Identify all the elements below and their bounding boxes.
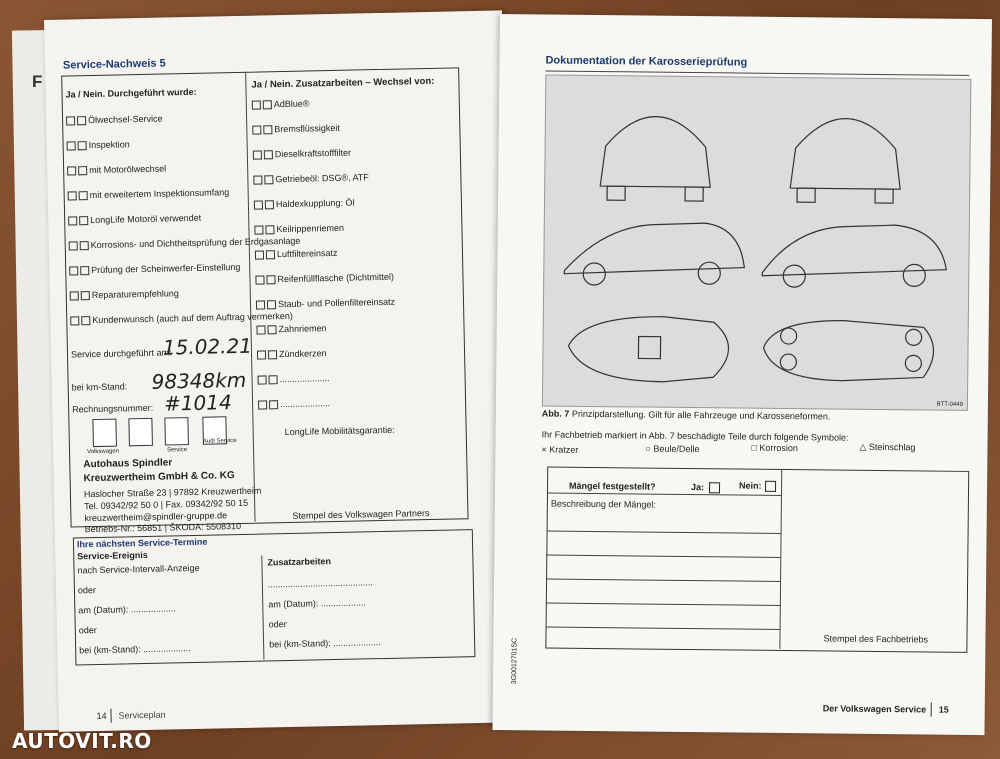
- stamp-brand-audi: Audi Service: [202, 438, 237, 445]
- right-item-yes-checkbox[interactable]: [252, 101, 261, 110]
- underbody-view-car: [763, 320, 934, 382]
- left-item-no-checkbox[interactable]: [79, 216, 88, 225]
- right-item-no-checkbox[interactable]: [265, 225, 274, 234]
- right-item-0: [252, 98, 310, 109]
- nein-label: Nein:: [739, 480, 762, 491]
- right-item-label: Luftfiltereinsatz: [276, 247, 338, 260]
- left-column-header: Ja / Nein. Durchgeführt wurde:: [65, 86, 197, 100]
- figure-caption-label: Abb. 7: [541, 408, 570, 419]
- left-item-yes-checkbox[interactable]: [67, 166, 76, 175]
- left-item-no-checkbox[interactable]: [78, 166, 87, 175]
- next-service-title: Ihre nächsten Service-Termine: [76, 536, 208, 550]
- service-date-label: Service durchgeführt am:: [70, 347, 172, 360]
- left-item-label: mit Motorölwechsel: [89, 163, 167, 176]
- right-item-12: [258, 398, 330, 410]
- right-page-body-inspection: [493, 14, 992, 735]
- left-item-no-checkbox[interactable]: [80, 241, 89, 250]
- left-item-yes-checkbox[interactable]: [70, 291, 79, 300]
- right-item-label: Reifenfüllflasche (Dichtmittel): [277, 271, 395, 285]
- right-item-label: AdBlue®: [273, 98, 310, 110]
- right-item-label: Zahnriemen: [278, 323, 327, 335]
- right-column-header: Ja / Nein. Zusatzarbeiten – Wechsel von:: [251, 75, 435, 91]
- right-item-no-checkbox[interactable]: [268, 350, 277, 359]
- left-item-label: mit erweitertem Inspektionsumfang: [89, 187, 230, 201]
- left-page-title: Service-Nachweis 5: [62, 57, 166, 72]
- symbol-kratzer: Kratzer: [549, 444, 579, 455]
- service-date-value: 15.02.21: [162, 333, 253, 360]
- right-item-label: Staub- und Pollenfiltereinsatz: [277, 296, 396, 310]
- right-item-5: [254, 223, 344, 235]
- left-item-yes-checkbox[interactable]: [68, 216, 77, 225]
- km-value: 98348km: [151, 367, 247, 394]
- right-item-label: Getriebeöl: DSG®, ATF: [275, 172, 369, 185]
- next-row-3: [79, 625, 97, 635]
- kratzer-symbol: ×: [541, 444, 547, 455]
- stamp-address: Haslocher Straße 23 | 97892 Kreuzwertheim: [83, 485, 262, 500]
- right-item-yes-checkbox[interactable]: [257, 351, 266, 360]
- right-item-label: Bremsflüssigkeit: [274, 122, 340, 135]
- beule-symbol: ○: [645, 443, 651, 454]
- defects-description-label: Beschreibung der Mängel:: [550, 498, 657, 510]
- left-item-label: Reparaturempfehlung: [91, 288, 179, 301]
- right-item-yes-checkbox[interactable]: [253, 176, 262, 185]
- left-item-yes-checkbox[interactable]: [66, 116, 75, 125]
- car-diagram-figure: [542, 74, 971, 410]
- right-item-yes-checkbox[interactable]: [256, 326, 265, 335]
- right-item-11: [257, 373, 329, 385]
- longlife-label: LongLife Mobilitätsgarantie:: [284, 424, 395, 438]
- left-side-car: [564, 222, 745, 276]
- front-view-car: [790, 118, 901, 189]
- right-item-no-checkbox[interactable]: [267, 325, 276, 334]
- left-item-label: Prüfung der Scheinwerfer-Einstellung: [91, 261, 241, 276]
- left-item-0: [66, 114, 163, 126]
- next-row-label: bei (km-Stand): ...................: [79, 643, 191, 656]
- invoice-label: Rechnungsnummer:: [72, 402, 154, 415]
- right-item-yes-checkbox[interactable]: [256, 301, 265, 310]
- right-item-1: [252, 123, 340, 135]
- next-right-row-label: bei (km-Stand): ...................: [269, 637, 381, 650]
- right-item-no-checkbox[interactable]: [264, 175, 273, 184]
- marking-instructions: Ihr Fachbetrieb markiert in Abb. 7 beschädigte Teile durch folgende Symbole:: [541, 429, 849, 443]
- next-row-2: [78, 603, 176, 615]
- left-item-no-checkbox[interactable]: [80, 266, 89, 275]
- right-item-10: [257, 348, 327, 360]
- right-item-no-checkbox[interactable]: [268, 375, 277, 384]
- next-row-label: oder: [77, 585, 97, 596]
- right-item-2: [253, 148, 351, 160]
- right-item-label: Zündkerzen: [278, 348, 327, 360]
- km-label: bei km-Stand:: [71, 381, 128, 393]
- left-item-no-checkbox[interactable]: [81, 316, 90, 325]
- left-item-1: [67, 139, 130, 150]
- next-right-row-2: [269, 619, 287, 629]
- right-footer-section: Der Volkswagen Service: [822, 703, 927, 715]
- right-item-yes-checkbox[interactable]: [252, 126, 261, 135]
- top-view-car: [568, 316, 729, 383]
- left-item-label: Korrosions- und Dichtheitsprüfung der Erdgasanlage: [90, 235, 301, 251]
- korrosion-symbol: □: [751, 442, 757, 453]
- figure-caption: Prinzipdarstellung. Gilt für alle Fahrzeuge und Karosserieformen.: [571, 408, 831, 422]
- defects-question: Mängel festgestellt?: [569, 480, 656, 492]
- stamp-partner-label: Stempel des Volkswagen Partners: [292, 508, 430, 521]
- vw-service-logo: [128, 418, 153, 446]
- next-row-label: nach Service-Intervall-Anzeige: [77, 562, 200, 576]
- car-outline-drawings: [543, 75, 970, 409]
- next-row-1: [78, 585, 96, 595]
- left-item-label: Ölwechsel-Service: [88, 113, 163, 126]
- left-item-yes-checkbox[interactable]: [69, 266, 78, 275]
- stamp-email: kreuzwertheim@spindler-gruppe.de: [84, 510, 228, 524]
- symbol-steinschlag: Steinschlag: [868, 441, 916, 453]
- left-page-section: Serviceplan: [118, 709, 166, 721]
- right-footer-separator: [931, 703, 932, 717]
- next-right-row-label: am (Datum): ..................: [268, 597, 366, 610]
- left-item-yes-checkbox[interactable]: [68, 191, 77, 200]
- stamp-betrieb: Betriebs-Nr.: 56851 | ŠKODA: 5508310: [84, 520, 242, 535]
- background-page-label: F: [32, 72, 43, 91]
- right-item-no-checkbox[interactable]: [264, 150, 273, 159]
- left-item-label: Kundenwunsch (auch auf dem Auftrag vermerken): [92, 310, 293, 326]
- right-item-6: [255, 248, 338, 260]
- left-item-yes-checkbox[interactable]: [69, 241, 78, 250]
- right-item-no-checkbox[interactable]: [265, 200, 274, 209]
- right-item-label: Haldexkupplung: Öl: [275, 197, 355, 210]
- right-item-label: Dieselkraftstofffilter: [274, 147, 352, 160]
- right-item-yes-checkbox[interactable]: [254, 201, 263, 210]
- next-extra-header: Zusatzarbeiten: [267, 556, 332, 568]
- left-item-2: [67, 163, 166, 175]
- left-item-yes-checkbox[interactable]: [67, 141, 76, 150]
- footer-separator: [110, 709, 111, 723]
- left-page-service-record: [44, 10, 517, 731]
- left-item-label: LongLife Motoröl verwendet: [90, 212, 202, 226]
- volkswagen-logo: [92, 419, 117, 447]
- left-item-no-checkbox[interactable]: [78, 141, 87, 150]
- right-page-title: Dokumentation der Karosserieprüfung: [545, 54, 748, 69]
- invoice-value: #1014: [163, 390, 232, 416]
- right-item-yes-checkbox[interactable]: [257, 376, 266, 385]
- next-event-header: Service-Ereignis: [77, 549, 148, 562]
- stamp-brand-service: Service: [166, 447, 188, 454]
- nein-checkbox[interactable]: [765, 481, 776, 492]
- left-item-yes-checkbox[interactable]: [70, 316, 79, 325]
- right-item-4: [254, 198, 355, 210]
- right-item-yes-checkbox[interactable]: [255, 276, 264, 285]
- left-item-no-checkbox[interactable]: [79, 191, 88, 200]
- stamp-brand-vw: Volkswagen: [86, 448, 120, 456]
- steinschlag-symbol: △: [859, 441, 867, 452]
- right-item-yes-checkbox[interactable]: [255, 251, 264, 260]
- skoda-logo: [164, 417, 189, 445]
- right-page-number: 15: [938, 704, 949, 715]
- right-item-label: ....................: [279, 373, 330, 385]
- ja-label: Ja:: [691, 482, 705, 493]
- ja-checkbox[interactable]: [709, 482, 720, 493]
- right-item-no-checkbox[interactable]: [266, 250, 275, 259]
- autovit-watermark-logo: AUTOVIT.RO: [12, 729, 152, 753]
- next-right-row-1: [268, 597, 366, 609]
- side-code: 3G0012701SC: [510, 637, 519, 685]
- left-item-no-checkbox[interactable]: [77, 116, 86, 125]
- right-side-car: [762, 224, 947, 278]
- right-item-yes-checkbox[interactable]: [253, 151, 262, 160]
- fachbetrieb-stamp-label: Stempel des Fachbetriebs: [823, 633, 929, 645]
- right-item-no-checkbox[interactable]: [269, 400, 278, 409]
- symbol-korrosion: Korrosion: [759, 442, 799, 454]
- left-item-no-checkbox[interactable]: [81, 291, 90, 300]
- right-item-label: Keilrippenriemen: [276, 222, 345, 235]
- left-item-label: Inspektion: [88, 139, 130, 151]
- right-item-yes-checkbox[interactable]: [258, 401, 267, 410]
- right-item-no-checkbox[interactable]: [267, 300, 276, 309]
- right-item-no-checkbox[interactable]: [263, 100, 272, 109]
- next-row-label: oder: [78, 625, 97, 636]
- right-item-no-checkbox[interactable]: [263, 125, 272, 134]
- next-row-label: am (Datum): ..................: [78, 603, 176, 616]
- stamp-phone: Tel. 09342/92 50 0 | Fax. 09342/92 50 15: [84, 497, 249, 512]
- right-item-no-checkbox[interactable]: [266, 275, 275, 284]
- right-item-9: [256, 323, 326, 335]
- stamp-company: Autohaus Spindler: [83, 457, 173, 471]
- symbol-beule: Beule/Delle: [653, 443, 700, 455]
- rear-view-car: [600, 116, 711, 187]
- stamp-company-2: Kreuzwertheim GmbH & Co. KG: [83, 470, 235, 485]
- next-right-row-label: oder: [268, 619, 287, 630]
- figure-code: BTT-0449: [936, 401, 963, 408]
- next-right-row-label: ..........................................: [267, 577, 373, 590]
- right-item-yes-checkbox[interactable]: [254, 226, 263, 235]
- right-item-label: ....................: [279, 398, 331, 410]
- left-page-number: 14: [96, 710, 107, 722]
